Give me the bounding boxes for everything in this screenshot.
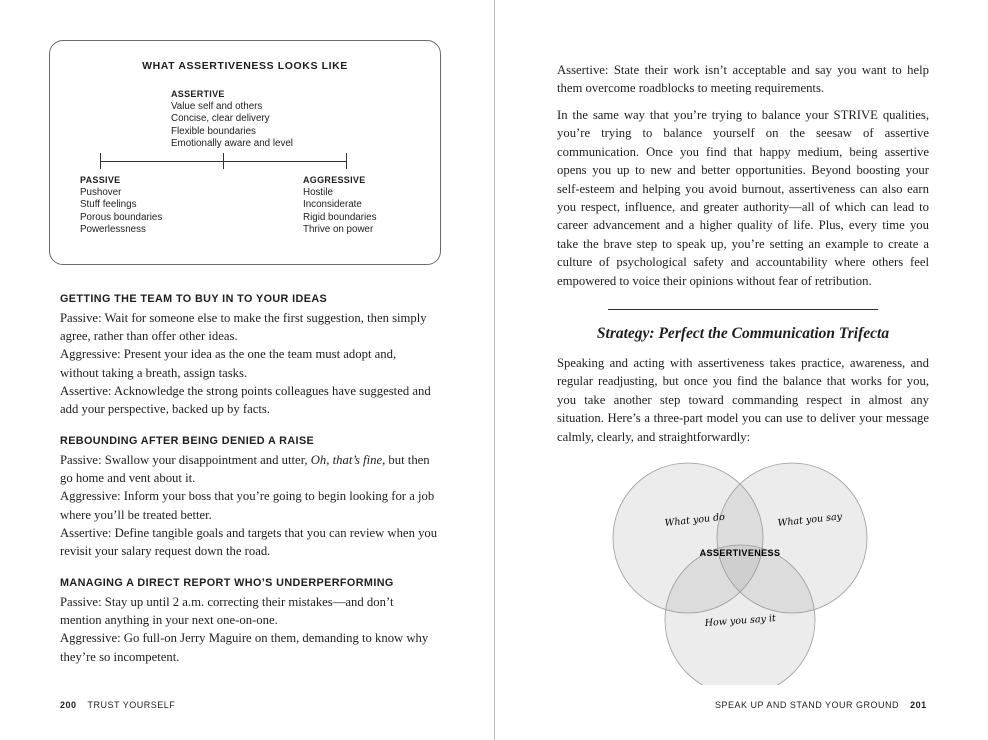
- assertive-item: Concise, clear delivery: [171, 113, 270, 125]
- text: Define tangible goals and targets that you can review when you revisit your salary request down the road.: [60, 525, 438, 559]
- assertive-example: [60, 524, 438, 560]
- aggressive-item: Inconsiderate: [303, 199, 362, 211]
- text: but then go home and vent about it.: [60, 453, 430, 486]
- label: Aggressive:: [60, 347, 121, 362]
- text: Inform your boss that you’re going to begin looking for a job where you’ll be treated better.: [60, 489, 435, 522]
- passive-example: [60, 593, 438, 629]
- passive-item: Pushover: [80, 186, 122, 198]
- page-number: 200: [60, 700, 77, 710]
- venn-label-left: What you do: [664, 511, 726, 529]
- text: Stay up until 2 a.m. correcting their mistakes—and don’t mention anything in your next one-on-one.: [60, 595, 394, 628]
- paragraph-text: Speaking and acting with assertiveness takes practice, awareness, and regular readjusting, but once you find the balance that works for you, you take another step toward commanding respect in almost any situation. Here’s a three-part model you can use to deliver your message calmly, clearly, and straightforwardly:: [557, 356, 929, 444]
- section-heading: REBOUNDING AFTER BEING DENIED A RAISE: [60, 435, 315, 447]
- assertive-group: [171, 88, 293, 151]
- assertive-item: Emotionally aware and level: [171, 138, 293, 150]
- quote: Oh, that’s fine,: [310, 453, 386, 467]
- aggressive-example: [60, 487, 438, 523]
- section-heading: GETTING THE TEAM TO BUY IN TO YOUR IDEAS: [60, 293, 328, 305]
- aggressive-example: [60, 345, 438, 381]
- aggressive-heading: AGGRESSIVE: [303, 175, 366, 185]
- section-heading: MANAGING A DIRECT REPORT WHO’S UNDERPERFORMING: [60, 577, 394, 589]
- passive-example: [60, 309, 438, 345]
- label: Passive:: [60, 595, 102, 609]
- assertive-heading: ASSERTIVE: [171, 89, 225, 99]
- label: Passive:: [60, 311, 102, 325]
- passive-group: [80, 174, 162, 237]
- text: Present your idea as the one the team must adopt and, without taking a breath, assign tasks.: [60, 347, 397, 380]
- assertive-item: Flexible boundaries: [171, 125, 256, 137]
- label: Assertive:: [60, 383, 112, 398]
- strategy-heading: Strategy: Perfect the Communication Trifecta: [596, 325, 890, 342]
- aggressive-example: [60, 629, 438, 665]
- text: Acknowledge the strong points colleagues have suggested and add your perspective, backed up by facts.: [60, 383, 431, 417]
- right-page: [495, 0, 988, 740]
- section-divider: [608, 309, 878, 310]
- diagram-title: WHAT ASSERTIVENESS LOOKS LIKE: [142, 60, 348, 72]
- passive-item: Powerlessness: [80, 224, 146, 236]
- passive-item: Stuff feelings: [80, 199, 137, 211]
- label: Assertive:: [557, 63, 609, 77]
- body-paragraph: [557, 354, 929, 446]
- aggressive-item: Rigid boundaries: [303, 211, 377, 223]
- text: State their work isn’t acceptable and say you want to help them overcome roadblocks to meeting requirements.: [557, 63, 929, 96]
- right-footer: [715, 700, 927, 710]
- left-footer: [60, 700, 175, 710]
- venn-center-label: ASSERTIVENESS: [699, 548, 781, 558]
- section-team-buy-in: [60, 291, 438, 418]
- assertive-example: [60, 382, 438, 418]
- label: Passive:: [60, 453, 102, 467]
- text: Swallow your disappointment and utter,: [101, 453, 311, 467]
- page-number: 201: [910, 700, 927, 710]
- section-underperforming-report: [60, 575, 438, 666]
- assertive-example-continued: [557, 61, 929, 98]
- scale-tick-aggressive: [346, 153, 347, 169]
- body-paragraph: [557, 106, 929, 290]
- aggressive-item: Hostile: [303, 186, 333, 198]
- paragraph-text: In the same way that you’re trying to balance your STRIVE qualities, you’re trying to balance yourself on the seesaw of assertive communication. Once you find that happy medium, being assertive opens you up to new and better opportunities. Beyond boosting your self-esteem and helping you avoid burnout, assertiveness can also earn you respect, influence, and greater authority—all of which can lead to career advancement and a higher quality of life. Plus, every time you take the brave step to speak up, you’re setting an example to create a culture of psychological safety and accountability where others feel empowered to voice their opinions without fear of retribution.: [557, 108, 929, 288]
- scale-tick-assertive: [223, 153, 224, 169]
- communication-trifecta-venn: [610, 460, 870, 685]
- running-head: TRUST YOURSELF: [87, 700, 176, 710]
- scale-tick-passive: [100, 153, 101, 169]
- section-denied-raise: [60, 433, 438, 560]
- label: Aggressive:: [60, 631, 121, 646]
- venn-label-bottom: How you say it: [704, 613, 777, 629]
- label: Assertive:: [60, 525, 112, 540]
- passive-item: Porous boundaries: [80, 211, 163, 223]
- running-head: SPEAK UP AND STAND YOUR GROUND: [715, 700, 900, 710]
- passive-heading: PASSIVE: [80, 175, 121, 185]
- aggressive-item: Thrive on power: [303, 224, 374, 236]
- aggressive-group: [303, 174, 377, 237]
- assertive-item: Value self and others: [171, 100, 263, 112]
- assertiveness-diagram-box: [49, 40, 441, 265]
- venn-label-right: What you say: [777, 511, 843, 529]
- text: Wait for someone else to make the first suggestion, then simply agree, rather than offer other ideas.: [60, 311, 427, 344]
- label: Aggressive:: [60, 489, 121, 504]
- passive-example: [60, 451, 438, 487]
- text: Go full-on Jerry Maguire on them, demanding to know why they’re so incompetent.: [60, 631, 429, 664]
